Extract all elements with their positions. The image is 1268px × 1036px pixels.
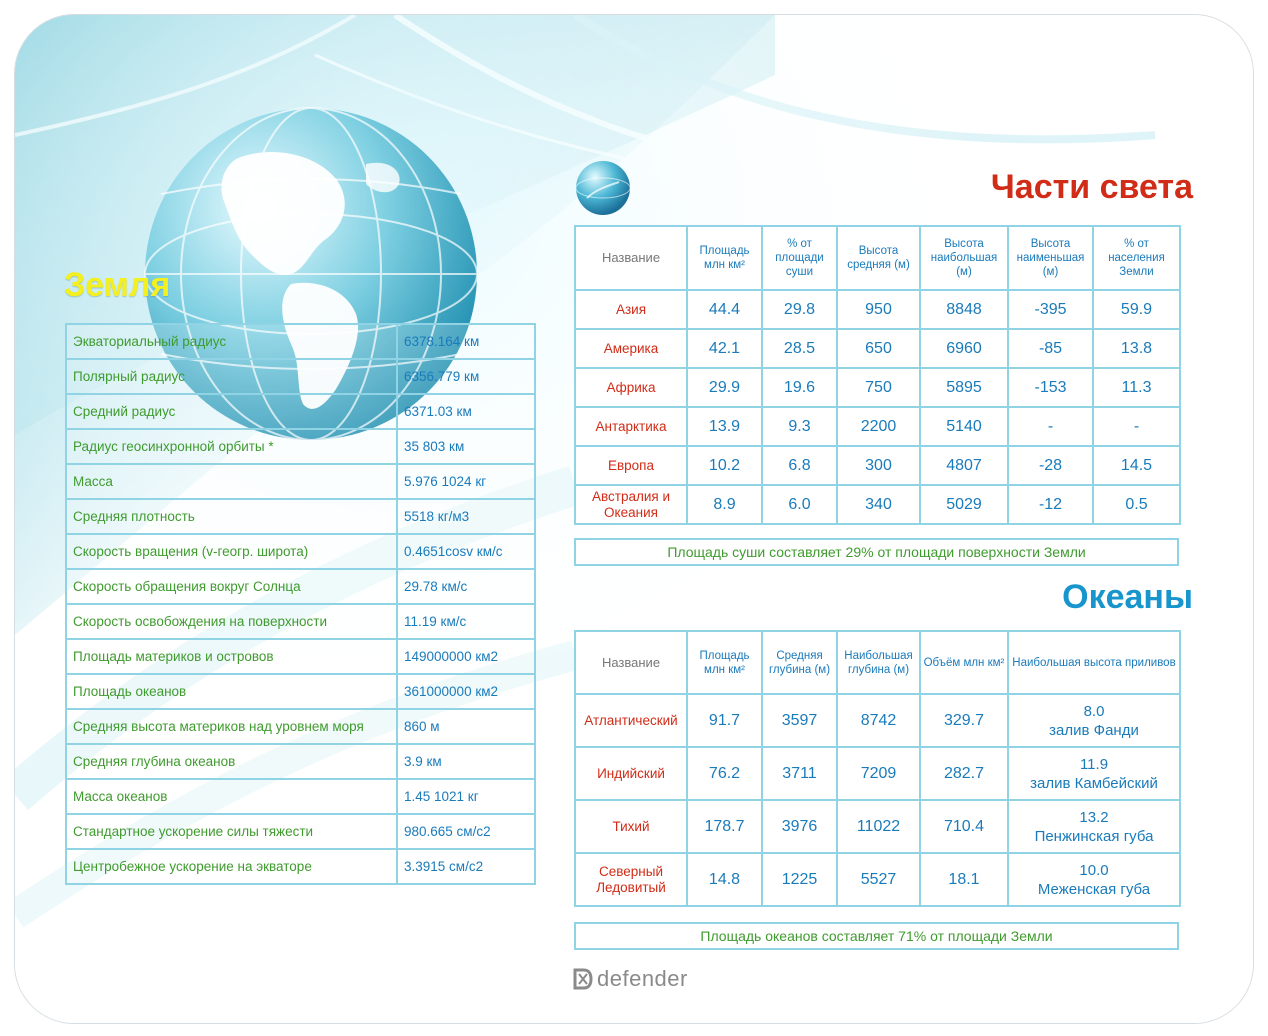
cell: 4807 xyxy=(920,446,1008,485)
parts-title: Части света xyxy=(990,168,1193,206)
fact-label: Стандартное ускорение силы тяжести xyxy=(66,814,397,849)
table-row xyxy=(575,485,1180,524)
cell: 13.8 xyxy=(1093,329,1180,368)
column-header: Наибольшая высота приливов xyxy=(1008,631,1180,694)
cell: 76.2 xyxy=(687,747,762,800)
table-row xyxy=(66,639,535,674)
cell: 3976 xyxy=(762,800,837,853)
oceans-title: Океаны xyxy=(1062,578,1193,616)
fact-label: Масса xyxy=(66,464,397,499)
column-header: Название xyxy=(575,631,687,694)
table-row xyxy=(66,394,535,429)
fact-value: 5.976 1024 кг xyxy=(397,464,535,499)
table-row xyxy=(575,368,1180,407)
table-row xyxy=(575,329,1180,368)
column-header: Объём млн км² xyxy=(920,631,1008,694)
fact-label: Полярный радиус xyxy=(66,359,397,394)
continent-name: Антарктика xyxy=(575,407,687,446)
table-row xyxy=(66,429,535,464)
tide-value: 11.9 xyxy=(1079,755,1109,773)
cell: 11.3 xyxy=(1093,368,1180,407)
cell: 6.8 xyxy=(762,446,837,485)
cell: 5895 xyxy=(920,368,1008,407)
cell: 91.7 xyxy=(687,694,762,747)
table-row xyxy=(66,814,535,849)
fact-label: Масса океанов xyxy=(66,779,397,814)
oceans-table xyxy=(574,630,1181,907)
table-header-row xyxy=(575,631,1180,694)
fact-value: 6356.779 км xyxy=(397,359,535,394)
cell: - xyxy=(1093,407,1180,446)
tide-place: Меженская губа xyxy=(1037,880,1151,898)
tide-cell xyxy=(1008,747,1180,800)
tide-value: 8.0 xyxy=(1083,702,1105,720)
cell: -85 xyxy=(1008,329,1093,368)
continents-table xyxy=(574,225,1181,525)
table-row xyxy=(66,464,535,499)
cell: - xyxy=(1008,407,1093,446)
cell: 28.5 xyxy=(762,329,837,368)
ocean-name: Тихий xyxy=(575,800,687,853)
cell: 5140 xyxy=(920,407,1008,446)
cell: -395 xyxy=(1008,290,1093,329)
table-row xyxy=(66,744,535,779)
cell: 6960 xyxy=(920,329,1008,368)
fact-label: Центробежное ускорение на экваторе xyxy=(66,849,397,884)
fact-value: 11.19 км/с xyxy=(397,604,535,639)
column-header: Площадь млн км² xyxy=(687,631,762,694)
cell: 6.0 xyxy=(762,485,837,524)
ocean-name: Индийский xyxy=(575,747,687,800)
cell: 1225 xyxy=(762,853,837,906)
defender-logo-icon xyxy=(573,968,593,990)
fact-label: Экваториальный радиус xyxy=(66,324,397,359)
table-row xyxy=(575,853,1180,906)
cell: 710.4 xyxy=(920,800,1008,853)
cell: 329.7 xyxy=(920,694,1008,747)
fact-label: Скорость обращения вокруг Солнца xyxy=(66,569,397,604)
column-header: Высота наименьшая (м) xyxy=(1008,226,1093,290)
tide-place: залив Камбейский xyxy=(1030,774,1158,792)
table-row xyxy=(66,569,535,604)
cell: 5029 xyxy=(920,485,1008,524)
tide-cell xyxy=(1008,694,1180,747)
table-row xyxy=(66,709,535,744)
cell: 282.7 xyxy=(920,747,1008,800)
continent-name: Азия xyxy=(575,290,687,329)
fact-value: 35 803 км xyxy=(397,429,535,464)
cell: 3711 xyxy=(762,747,837,800)
table-header-row xyxy=(575,226,1180,290)
fact-value: 149000000 км2 xyxy=(397,639,535,674)
brand-name: defender xyxy=(597,966,688,991)
fact-value: 6371.03 км xyxy=(397,394,535,429)
ocean-area-note: Площадь океанов составляет 71% от площади Земли xyxy=(574,922,1179,950)
cell: 0.5 xyxy=(1093,485,1180,524)
fact-value: 3.3915 см/с2 xyxy=(397,849,535,884)
cell: 11022 xyxy=(837,800,920,853)
table-row xyxy=(575,290,1180,329)
fact-value: 1.45 1021 кг xyxy=(397,779,535,814)
column-header: % от населения Земли xyxy=(1093,226,1180,290)
cell: 8742 xyxy=(837,694,920,747)
column-header: Средняя глубина (м) xyxy=(762,631,837,694)
continent-name: Австралия и Океания xyxy=(575,485,687,524)
tide-value: 10.0 xyxy=(1079,861,1109,879)
cell: 18.1 xyxy=(920,853,1008,906)
cell: 300 xyxy=(837,446,920,485)
cell: 59.9 xyxy=(1093,290,1180,329)
ocean-name: Северный Ледовитый xyxy=(575,853,687,906)
cell: 10.2 xyxy=(687,446,762,485)
cell: 44.4 xyxy=(687,290,762,329)
table-row xyxy=(575,747,1180,800)
fact-value: 29.78 км/с xyxy=(397,569,535,604)
tide-cell xyxy=(1008,853,1180,906)
table-row xyxy=(66,499,535,534)
tide-place: Пенжинская губа xyxy=(1034,827,1154,845)
cell: -153 xyxy=(1008,368,1093,407)
continent-name: Европа xyxy=(575,446,687,485)
small-globe-icon xyxy=(573,158,633,218)
table-row xyxy=(66,779,535,814)
earth-title: Земля xyxy=(64,266,171,304)
table-row xyxy=(66,849,535,884)
table-row xyxy=(575,694,1180,747)
cell: 42.1 xyxy=(687,329,762,368)
fact-label: Средний радиус xyxy=(66,394,397,429)
cell: 29.8 xyxy=(762,290,837,329)
fact-label: Площадь океанов xyxy=(66,674,397,709)
column-header: % от площади суши xyxy=(762,226,837,290)
table-row xyxy=(575,800,1180,853)
cell: 5527 xyxy=(837,853,920,906)
cell: -12 xyxy=(1008,485,1093,524)
fact-value: 361000000 км2 xyxy=(397,674,535,709)
column-header: Название xyxy=(575,226,687,290)
cell: 8.9 xyxy=(687,485,762,524)
fact-label: Площадь материков и островов xyxy=(66,639,397,674)
fact-label: Средняя плотность xyxy=(66,499,397,534)
cell: 950 xyxy=(837,290,920,329)
earth-facts-table xyxy=(65,323,536,885)
column-header: Наибольшая глубина (м) xyxy=(837,631,920,694)
fact-label: Скорость вращения (v-геогр. широта) xyxy=(66,534,397,569)
fact-value: 5518 кг/м3 xyxy=(397,499,535,534)
cell: 29.9 xyxy=(687,368,762,407)
table-row xyxy=(66,674,535,709)
tide-cell xyxy=(1008,800,1180,853)
fact-label: Средняя высота материков над уровнем моря xyxy=(66,709,397,744)
cell: 750 xyxy=(837,368,920,407)
cell: 650 xyxy=(837,329,920,368)
column-header: Высота средняя (м) xyxy=(837,226,920,290)
table-row xyxy=(66,359,535,394)
cell: 8848 xyxy=(920,290,1008,329)
tide-value: 13.2 xyxy=(1079,808,1109,826)
cell: 7209 xyxy=(837,747,920,800)
table-row xyxy=(66,534,535,569)
brand-logo xyxy=(573,966,688,992)
cell: 14.5 xyxy=(1093,446,1180,485)
cell: 14.8 xyxy=(687,853,762,906)
fact-value: 0.4651cosv км/с xyxy=(397,534,535,569)
ocean-name: Атлантический xyxy=(575,694,687,747)
column-header: Высота наибольшая (м) xyxy=(920,226,1008,290)
fact-label: Средняя глубина океанов xyxy=(66,744,397,779)
cell: -28 xyxy=(1008,446,1093,485)
fact-value: 860 м xyxy=(397,709,535,744)
fact-value: 6378.164 км xyxy=(397,324,535,359)
cell: 340 xyxy=(837,485,920,524)
land-area-note: Площадь суши составляет 29% от площади поверхности Земли xyxy=(574,538,1179,566)
fact-label: Скорость освобождения на поверхности xyxy=(66,604,397,639)
cell: 9.3 xyxy=(762,407,837,446)
table-row xyxy=(575,446,1180,485)
cell: 2200 xyxy=(837,407,920,446)
cell: 178.7 xyxy=(687,800,762,853)
tide-place: залив Фанди xyxy=(1049,721,1139,739)
fact-label: Радиус геосинхронной орбиты * xyxy=(66,429,397,464)
table-row xyxy=(575,407,1180,446)
column-header: Площадь млн км² xyxy=(687,226,762,290)
cell: 3597 xyxy=(762,694,837,747)
cell: 13.9 xyxy=(687,407,762,446)
continent-name: Америка xyxy=(575,329,687,368)
table-row xyxy=(66,604,535,639)
cell: 19.6 xyxy=(762,368,837,407)
fact-value: 980.665 см/с2 xyxy=(397,814,535,849)
fact-value: 3.9 км xyxy=(397,744,535,779)
continent-name: Африка xyxy=(575,368,687,407)
table-row xyxy=(66,324,535,359)
